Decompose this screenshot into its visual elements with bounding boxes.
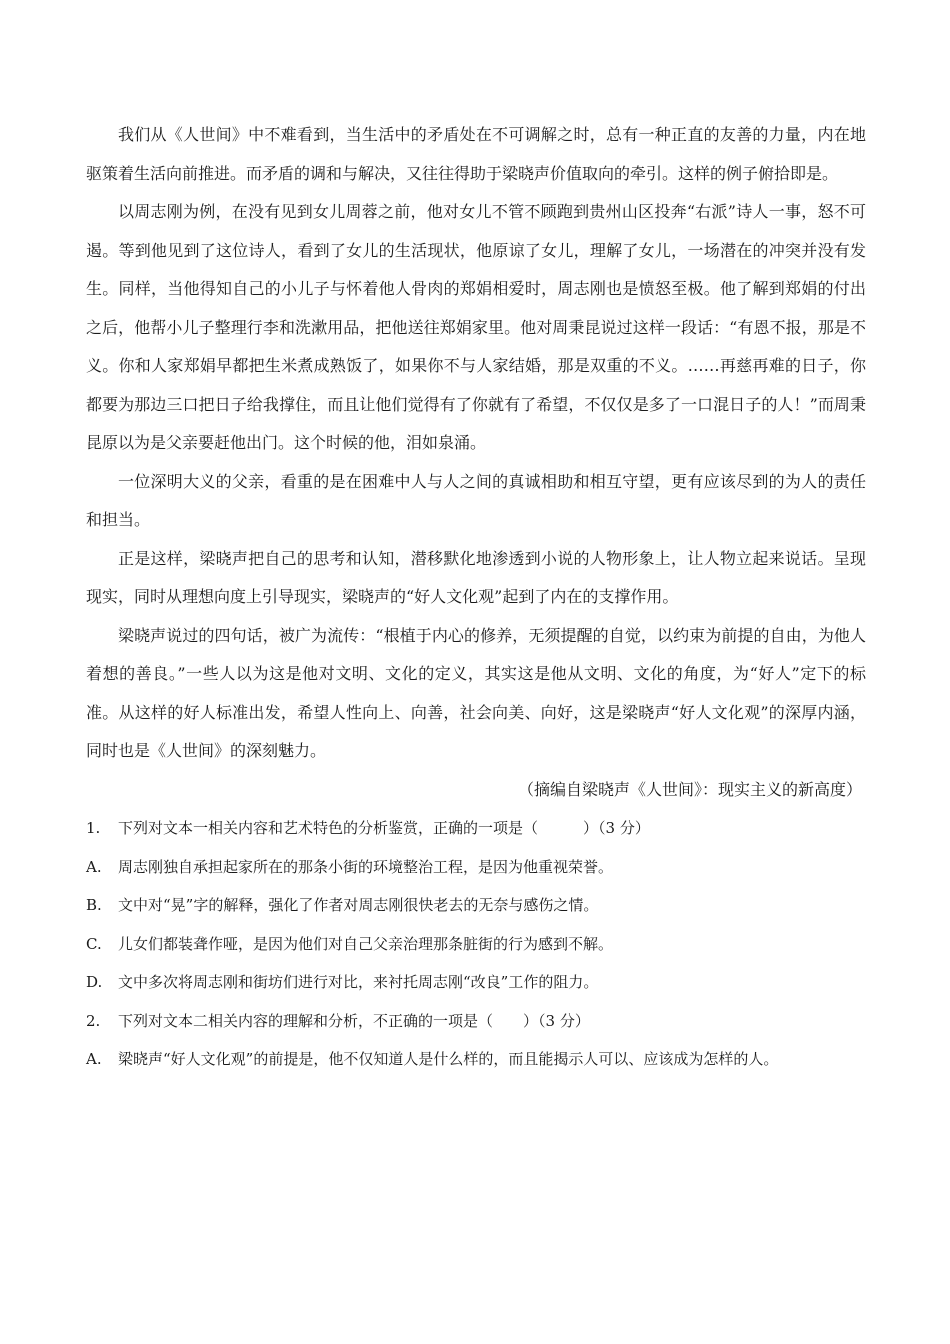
option-letter: D.	[86, 973, 103, 991]
paragraph-5: 梁晓声说过的四句话，被广为流传：“根植于内心的修养，无须提醒的自觉，以约束为前提的自由，为他人着想的善良。”一些人以为这是他对文明、文化的定义，其实这是他从文明、文化的角度，为“好人”定下的标准。从这样的好人标准出发，希望人性向上、向善，社会向美、向好，这是梁晓声“好人文化观”的深厚内涵，同时也是《人世间》的深刻魅力。	[86, 625, 866, 760]
option-row	[86, 848, 866, 887]
option-row	[86, 925, 866, 964]
paragraph-4: 正是这样，梁晓声把自己的思考和认知，潜移默化地渗透到小说的人物形象上，让人物立起来说话。呈现现实，同时从理想向度上引导现实，梁晓声的“好人文化观”起到了内在的支撑作用。	[86, 548, 866, 606]
question-1	[86, 809, 866, 1002]
question-number: 2.	[86, 1011, 101, 1030]
question-stem: 下列对文本一相关内容和艺术特色的分析鉴赏，正确的一项是（ ）（3 分）	[118, 819, 650, 837]
question-2-stem-row	[86, 1002, 866, 1041]
option-text: 梁晓声“好人文化观”的前提是，他不仅知道人是什么样的，而且能揭示人可以、应该成为怎样的人。	[118, 1050, 779, 1068]
option-text: 儿女们都装聋作哑，是因为他们对自己父亲治理那条脏街的行为感到不解。	[118, 934, 614, 953]
option-text: 周志刚独自承担起家所在的那条小街的环境整治工程，是因为他重视荣誉。	[118, 857, 614, 876]
option-letter: A.	[86, 857, 102, 876]
option-letter: B.	[86, 896, 102, 914]
paragraph-2: 以周志刚为例，在没有见到女儿周蓉之前，他对女儿不管不顾跑到贵州山区投奔“右派”诗人一事，怒不可遏。等到他见到了这位诗人，看到了女儿的生活现状，他原谅了女儿，理解了女儿，一场潜在的冲突并没有发生。同样，当他得知自己的小儿子与怀着他人骨肉的郑娟相爱时，周志刚也是愤怒至极。他了解到郑娟的付出之后，他帮小儿子整理行李和洗漱用品，把他送往郑娟家里。他对周秉昆说过这样一段话：“有恩不报，那是不义。你和人家郑娟早都把生米煮成熟饭了，如果你不与人家结婚，那是双重的不义。……再慈再难的日子，你都要为那边三口把日子给我撑住，而且让他们觉得有了你就有了希望，不仅仅是多了一口混日子的人！”而周秉昆原以为是父亲要赶他出门。这个时候的他，泪如泉涌。	[86, 202, 866, 452]
paragraph-3: 一位深明大义的父亲，看重的是在困难中人与人之间的真诚相助和相互守望，更有应该尽到的为人的责任和担当。	[86, 471, 866, 529]
question-2	[86, 1002, 866, 1079]
option-letter: C.	[86, 934, 102, 953]
document-page	[86, 116, 866, 1079]
paragraph-1: 我们从《人世间》中不难看到，当生活中的矛盾处在不可调解之时，总有一种正直的友善的力量，内在地驱策着生活向前推进。而矛盾的调和与解决，又往往得助于梁晓声价值取向的牵引。这样的例子俯拾即是。	[86, 125, 866, 183]
option-letter: A.	[86, 1050, 102, 1068]
option-row	[86, 963, 866, 1002]
question-1-stem-row	[86, 809, 866, 848]
option-text: 文中对“晃”字的解释，强化了作者对周志刚很快老去的无奈与感伤之情。	[118, 896, 599, 914]
option-row	[86, 886, 866, 925]
source-citation: （摘编自梁晓声《人世间》：现实主义的新高度）	[517, 779, 862, 799]
question-number: 1.	[86, 819, 101, 837]
option-text: 文中多次将周志刚和街坊们进行对比，来衬托周志刚“改良”工作的阻力。	[118, 973, 599, 991]
option-row	[86, 1040, 866, 1079]
question-stem: 下列对文本二相关内容的理解和分析，不正确的一项是（ ）（3 分）	[118, 1011, 590, 1030]
